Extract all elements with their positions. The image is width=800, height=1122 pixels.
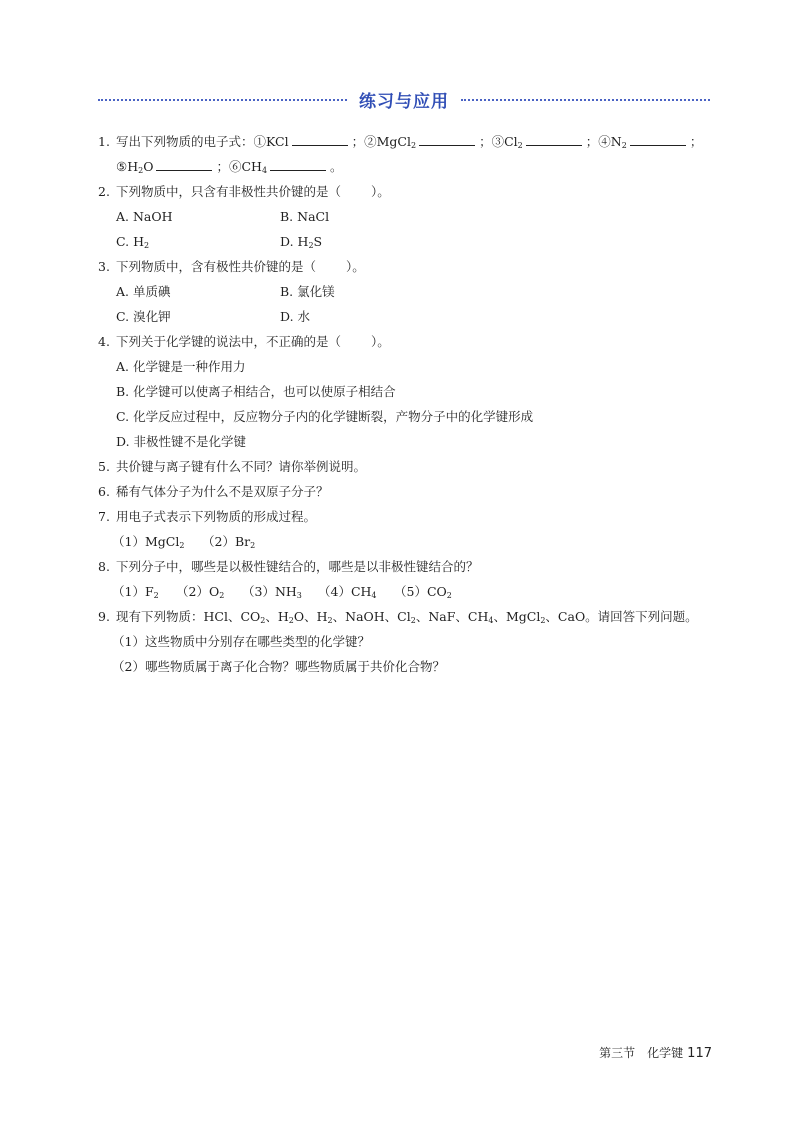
option-d: D. 水	[280, 309, 311, 324]
answer-blank[interactable]	[292, 133, 348, 146]
question-2: 2. 下列物质中，只含有非极性共价键的是（ ）。	[98, 184, 390, 199]
sub-item-4: $(4)CH_4$	[318, 584, 377, 600]
sub-item-1: （1）这些物质中分别存在哪些类型的化学键？	[112, 634, 370, 649]
question-1: 1. 写出下列物质的电子式：①KCl ；②MgCl$_2$ ；$③Cl_2$ ；$④N_2$ ；	[98, 134, 703, 150]
option-a: A. NaOH	[116, 209, 173, 224]
question-1-cont: $⑤H_2O$ ；$⑥CH_4$ 。	[116, 159, 343, 175]
page-number: 117	[687, 1046, 712, 1061]
option-b: B. 氯化镁	[280, 284, 335, 299]
answer-blank[interactable]	[156, 158, 212, 171]
answer-blank[interactable]	[270, 158, 326, 171]
answer-blank[interactable]	[630, 133, 686, 146]
right-dotted-rule	[461, 99, 710, 101]
option-d: D. 非极性键不是化学键	[116, 434, 247, 449]
section-header	[98, 84, 710, 114]
question-8: 8. 下列分子中，哪些是以极性键结合的，哪些是以非极性键结合的？	[98, 559, 479, 574]
sub-item-2: （2）哪些物质属于离子化合物？哪些物质属于共价化合物？	[112, 659, 445, 674]
sub-item-1: $(1)F_2$	[112, 584, 159, 600]
question-3: 3. 下列物质中，含有极性共价键的是（ ）。	[98, 259, 365, 274]
sub-item-2: $(2)O_2$	[176, 584, 225, 600]
left-dotted-rule	[98, 99, 347, 101]
option-c: C. 溴化钾	[116, 309, 171, 324]
option-c: C. $H_2$	[116, 234, 150, 250]
section-title: 练习与应用	[359, 91, 449, 112]
question-5: 5. 共价键与离子键有什么不同？请你举例说明。	[98, 459, 367, 474]
sub-item-5: $(5)CO_2$	[394, 584, 452, 600]
question-9: 9. 现有下列物质：HCl、$CO_2$、$H_2O$、$H_2$、NaOH、$Cl_2$、NaF、$CH_4$、MgCl$_2$、CaO。请回答下列问题。	[98, 609, 698, 625]
sub-item-1: （1）MgCl$_2$	[112, 534, 185, 550]
sub-item-3: $(3)NH_3$	[242, 584, 302, 600]
option-a: A. 化学键是一种作用力	[116, 359, 246, 374]
question-7: 7. 用电子式表示下列物质的形成过程。	[98, 509, 317, 524]
option-d: D. $H_2S$	[280, 234, 323, 250]
sub-item-2: $(2)Br_2$	[202, 534, 256, 550]
question-6: 6. 稀有气体分子为什么不是双原子分子？	[98, 484, 329, 499]
answer-blank[interactable]	[419, 133, 475, 146]
page-footer	[580, 1044, 712, 1061]
option-c: C. 化学反应过程中，反应物分子内的化学键断裂，产物分子中的化学键形成	[116, 409, 534, 424]
question-4: 4. 下列关于化学键的说法中，不正确的是（ ）。	[98, 334, 390, 349]
option-a: A. 单质碘	[116, 284, 171, 299]
footer-section-title: 第三节 化学键	[599, 1046, 684, 1060]
option-b: B. NaCl	[280, 209, 330, 224]
option-b: B. 化学键可以使离子相结合，也可以使原子相结合	[116, 384, 396, 399]
answer-blank[interactable]	[526, 133, 582, 146]
